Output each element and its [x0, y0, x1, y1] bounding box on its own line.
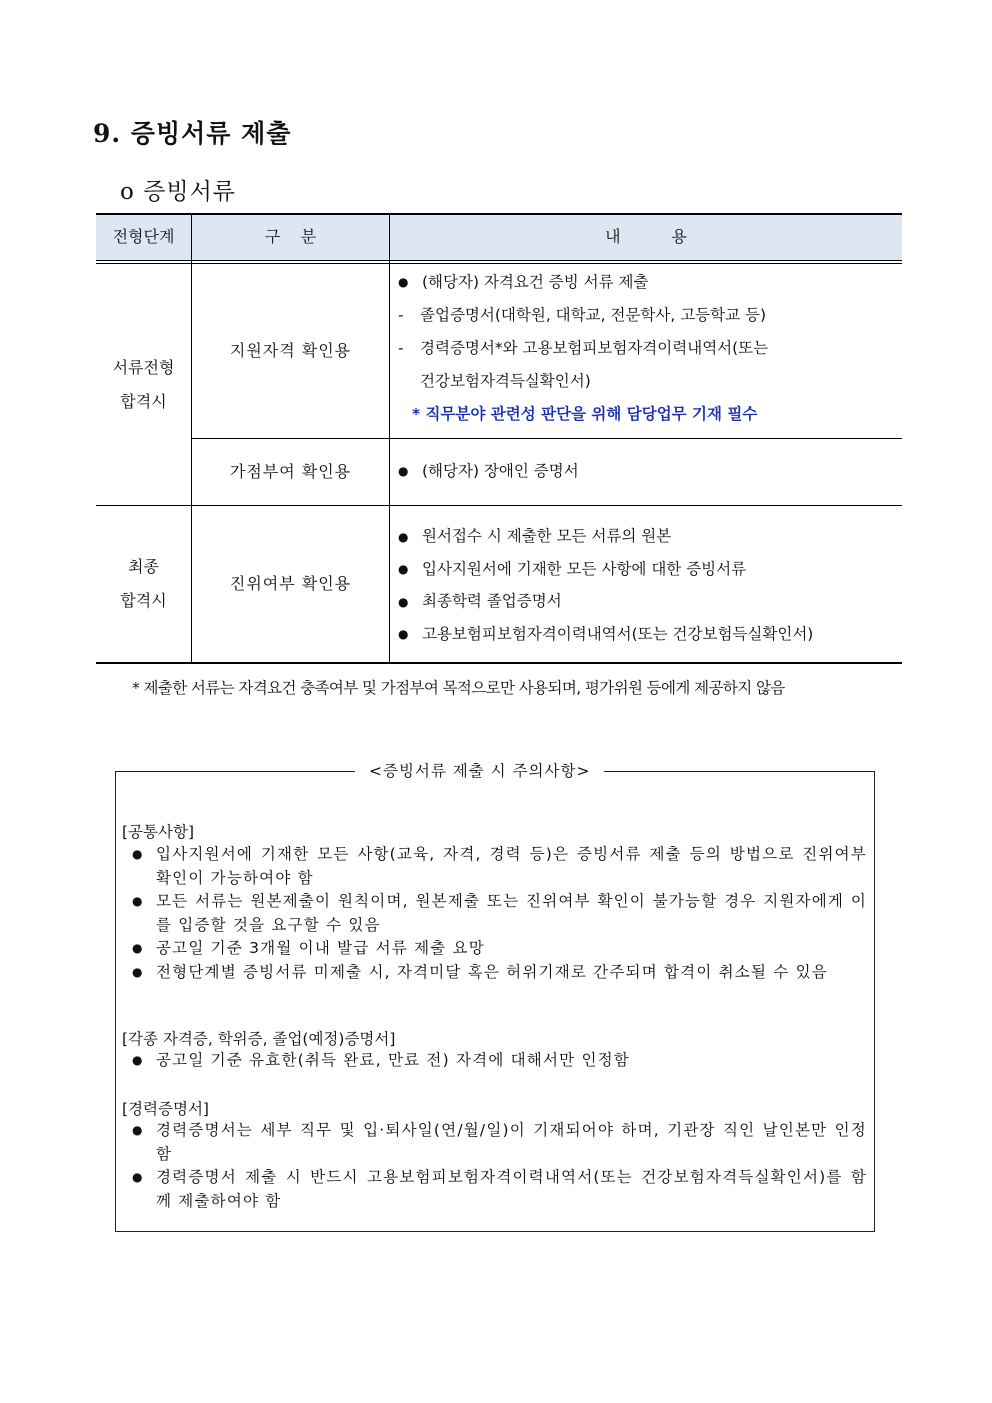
bullet-icon: ● [398, 562, 409, 576]
subsection-title: o 증빙서류 [120, 179, 237, 205]
stage-final-pass: 최종 합격시 [120, 557, 167, 610]
line-text: (해당자) 자격요건 증빙 서류 제출 [422, 273, 649, 291]
bullet-icon: ● [398, 594, 409, 609]
list-item: ● 경력증명서는 세부 직무 및 입·퇴사일(연/월/일)이 기재되어야 하며, 기관장 직인 날인본만 인정함 [132, 1121, 867, 1163]
authenticity-lines [398, 520, 813, 650]
category-authenticity-check: 진위여부 확인용 [229, 574, 352, 593]
bullet-icon: ● [132, 1170, 144, 1184]
notice-list-certificates [122, 1049, 867, 1073]
line-text: 최종학력 졸업증명서 [422, 592, 562, 610]
list-item: ● 입사지원서에 기재한 모든 사항(교육, 자격, 경력 등)은 증빙서류 제출 등의 방법으로 진위여부 확인이 가능하여야 함 [132, 845, 867, 887]
notice-heading-common: [공통사항] [122, 823, 194, 841]
bullet-icon: ● [132, 1123, 144, 1137]
list-item: ● 경력증명서 제출 시 반드시 고용보험피보험자격이력내역서(또는 건강보험자격득실확인서)를 함께 제출하여야 함 [132, 1168, 867, 1210]
bullet-icon: ● [398, 627, 409, 641]
bullet-icon: ● [132, 964, 144, 979]
list-item: ● 전형단계별 증빙서류 미제출 시, 자격미달 혹은 허위기재로 간주되며 합격이 취소될 수 있음 [122, 961, 867, 985]
table-footnote: * 제출한 서류는 자격요건 충족여부 및 가점부여 목적으로만 사용되며, 평가위원 등에게 제공하지 않음 [132, 679, 785, 697]
notice-heading-career: [경력증명서] [122, 1100, 209, 1118]
duty-note: * 직무분야 관련성 판단을 위해 담당업무 기재 필수 [412, 405, 758, 423]
line-text: 입사지원서에 기재한 모든 사항에 대한 증빙서류 [422, 559, 747, 578]
line-text: 졸업증명서(대학원, 대학교, 전문학사, 고등학교 등) [420, 306, 767, 324]
bullet-icon: ● [132, 941, 144, 955]
list-item: ● 모든 서류는 원본제출이 원칙이며, 원본제출 또는 진위여부 확인이 불가능할 경우 지원자에게 이를 입증할 것을 요구할 수 있음 [132, 892, 867, 934]
list-item: ● 공고일 기준 유효한(취득 완료, 만료 전) 자격에 대해서만 인정함 [122, 1049, 867, 1073]
category-eligibility-check: 지원자격 확인용 [229, 341, 352, 360]
bullet-icon: ● [398, 529, 409, 544]
category-bonus-points-check: 가점부여 확인용 [229, 462, 352, 481]
section-title: 9. 증빙서류 제출 [93, 119, 292, 148]
bullet-icon: ● [132, 894, 144, 908]
bullet-icon: ● [132, 847, 144, 861]
bullet-icon: ● [398, 464, 409, 478]
notice-heading-certificates: [각종 자격증, 학위증, 졸업(예정)증명서] [122, 1030, 396, 1048]
notice-box-title: <증빙서류 제출 시 주의사항> [355, 759, 604, 781]
stage-document-screening: 서류전형 합격시 [112, 357, 175, 411]
eligibility-lines: ● (해당자) 자격요건 증빙 서류 제출 - 졸업증명서(대학원, 대학교, 전문학사, 고등학교 등) - 경력증명서*와 고용보험피보험자격이력내역서(또는 건강보험자격득실확인서) * 직무분야 관련성 판단을 위해 담당업무 기재 필수 [398, 266, 768, 431]
header-category: 구 분 [264, 227, 317, 246]
line-text: 원서접수 시 제출한 모든 서류의 원본 [422, 527, 672, 545]
bullet-icon: ● [132, 1053, 144, 1067]
line-text: (해당자) 장애인 증명서 [422, 462, 579, 480]
documents-table [96, 213, 902, 664]
line-text: 경력증명서*와 고용보험피보험자격이력내역서(또는 [420, 339, 769, 357]
header-stage: 전형단계 [112, 227, 175, 246]
header-content: 내 용 [605, 227, 687, 246]
line-text: 건강보험자격득실확인서) [420, 372, 591, 390]
bullet-icon: ● [398, 275, 409, 289]
line-text: 고용보험피보험자격이력내역서(또는 건강보험득실확인서) [422, 624, 814, 643]
notice-list-common [122, 843, 867, 984]
list-item: ● 공고일 기준 3개월 이내 발급 서류 제출 요망 [122, 937, 867, 961]
bonus-points-lines [398, 455, 579, 488]
notice-list-career [122, 1119, 867, 1213]
